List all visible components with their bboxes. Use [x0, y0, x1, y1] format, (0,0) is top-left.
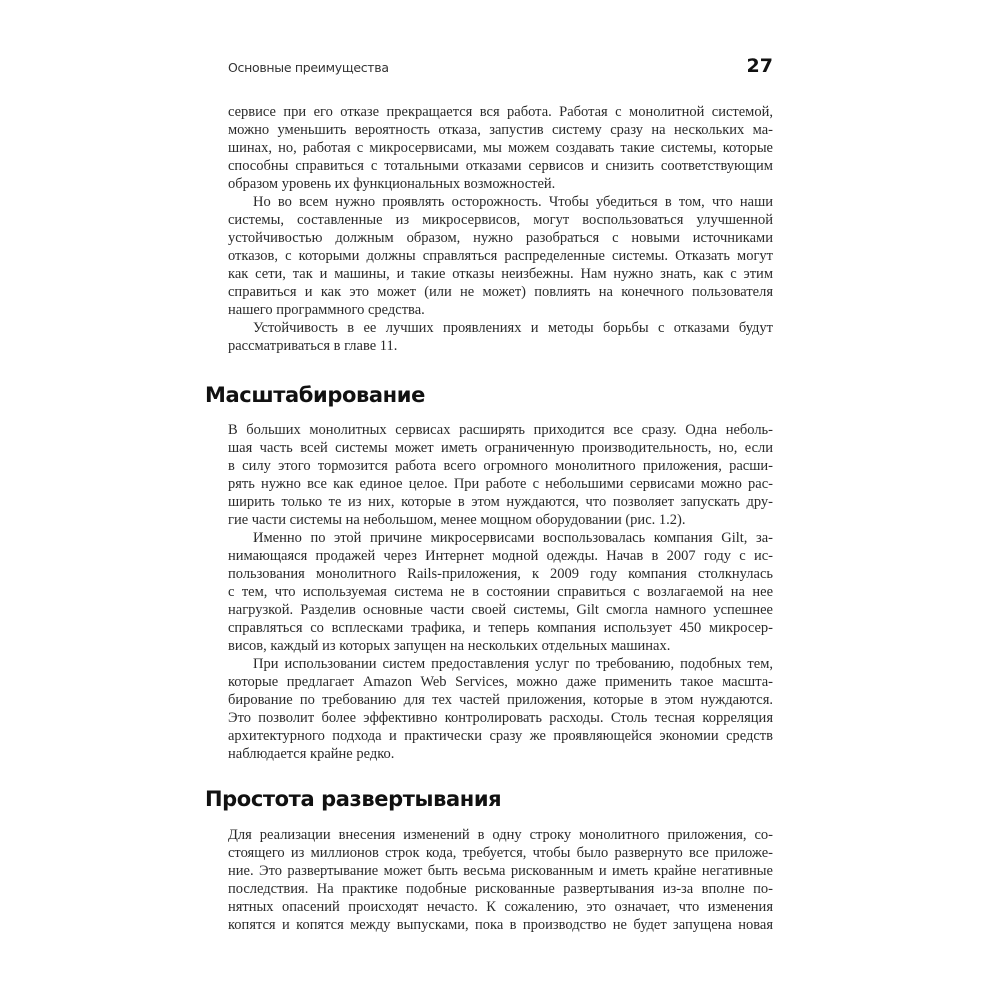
heading-scaling: Масштабирование — [205, 383, 425, 407]
paragraph — [228, 421, 773, 529]
text-line: пользования монолитного Rails-приложения, к 2009 году компания столкнулась — [228, 566, 773, 582]
text-line: можно уменьшить вероятность отказа, запустив систему сразу на нескольких ма- — [228, 122, 773, 138]
text-line: висов, каждый из которых запущен на нескольких отдельных машинах. — [228, 638, 671, 654]
text-line: системы, составленные из микросервисов, могут воспользоваться улучшенной — [228, 212, 773, 228]
text-line: которые предлагает Amazon Web Services, можно даже применить такое масшта- — [228, 674, 773, 690]
text-line: справляться со всплесками трафика, и теперь компания использует 450 микросер- — [228, 620, 773, 636]
text-line: При использовании систем предоставления услуг по требованию, подобных тем, — [253, 656, 773, 672]
section-0-body — [228, 103, 773, 355]
text-line: ние. Это развертывание может быть весьма рискованным и иметь крайне негативные — [228, 863, 773, 879]
text-line: как сети, так и машины, и такие отказы неизбежны. Нам нужно знать, как с этим — [228, 266, 773, 282]
text-line: ширить только те из них, которые в этом нуждаются, что позволяет запускать дру- — [228, 494, 773, 510]
text-line: с тем, что используемая система не в состоянии справиться с возлагаемой на нее — [228, 584, 773, 600]
text-line: Устойчивость в ее лучших проявлениях и методы борьбы с отказами будут — [253, 320, 773, 336]
page-number: 27 — [746, 55, 773, 77]
text-line: нятных опасений происходят нечасто. К сожалению, это означает, что изменения — [228, 899, 773, 915]
text-line: Для реализации внесения изменений в одну строку монолитного приложения, со- — [228, 827, 773, 843]
text-line: в силу этого тормозится работа всего огромного монолитного приложения, расши- — [228, 458, 773, 474]
text-line: Но во всем нужно проявлять осторожность. Чтобы убедиться в том, что наши — [253, 194, 773, 210]
text-line: гие части системы на небольшом, менее мощном оборудовании (рис. 1.2). — [228, 512, 686, 528]
text-line: шинах, но, работая с микросервисами, мы можем создавать такие системы, которые — [228, 140, 773, 156]
text-line: нагрузкой. Разделив основные части своей системы, Gilt смогла намного успешнее — [228, 602, 773, 618]
text-line: последствия. На практике подобные рискованные развертывания из-за вполне по- — [228, 881, 773, 897]
heading-ease-of-deployment: Простота развертывания — [205, 787, 502, 811]
section-2-body — [228, 826, 773, 934]
paragraph — [228, 826, 773, 934]
paragraph — [228, 655, 773, 763]
text-line: бирование по требованию для тех частей приложения, которые в этом нуждаются. — [228, 692, 773, 708]
text-line: рять нужно все как единое целое. При работе с небольшими сервисами можно рас- — [228, 476, 773, 492]
text-line: нимающаяся продажей через Интернет модной одежды. Начав в 2007 году с ис- — [228, 548, 773, 564]
paragraph — [228, 103, 773, 193]
paragraph — [228, 193, 773, 319]
text-line: отказов, с которыми должны справляться распределенные системы. Отказать могут — [228, 248, 773, 264]
text-line: нашего программного средства. — [228, 302, 425, 318]
text-line: Именно по этой причине микросервисами воспользовалась компания Gilt, за- — [253, 530, 773, 546]
running-head: Основные преимущества — [228, 60, 389, 75]
paragraph — [228, 319, 773, 355]
text-line: Это позволит более эффективно контролировать расходы. Столь тесная корреляция — [228, 710, 773, 726]
text-line: архитектурного подхода и практически сразу же проявляющейся экономии средств — [228, 728, 773, 744]
text-line: стоящего из миллионов строк кода, требуется, чтобы было развернуто все приложе- — [228, 845, 773, 861]
text-line: способны справиться с тотальными отказами сервисов и снизить соответствующим — [228, 158, 773, 174]
text-line: наблюдается крайне редко. — [228, 746, 395, 762]
section-1-body — [228, 421, 773, 763]
text-line: В больших монолитных сервисах расширять приходится все сразу. Одна неболь- — [228, 422, 773, 438]
text-line: образом уровень их функциональных возможностей. — [228, 176, 556, 192]
text-line: рассматриваться в главе 11. — [228, 338, 398, 354]
text-line: шая часть всей системы может иметь ограниченную производительность, но, если — [228, 440, 773, 456]
text-line: устойчивостью должным образом, нужно разобраться с новыми источниками — [228, 230, 773, 246]
text-line: копятся и копятся между выпусками, пока в производство не будет запущена новая — [228, 917, 773, 933]
text-line: справиться и как это может (или не может) повлиять на конечного пользователя — [228, 284, 773, 300]
text-line: сервисе при его отказе прекращается вся работа. Работая с монолитной системой, — [228, 104, 773, 120]
paragraph — [228, 529, 773, 655]
